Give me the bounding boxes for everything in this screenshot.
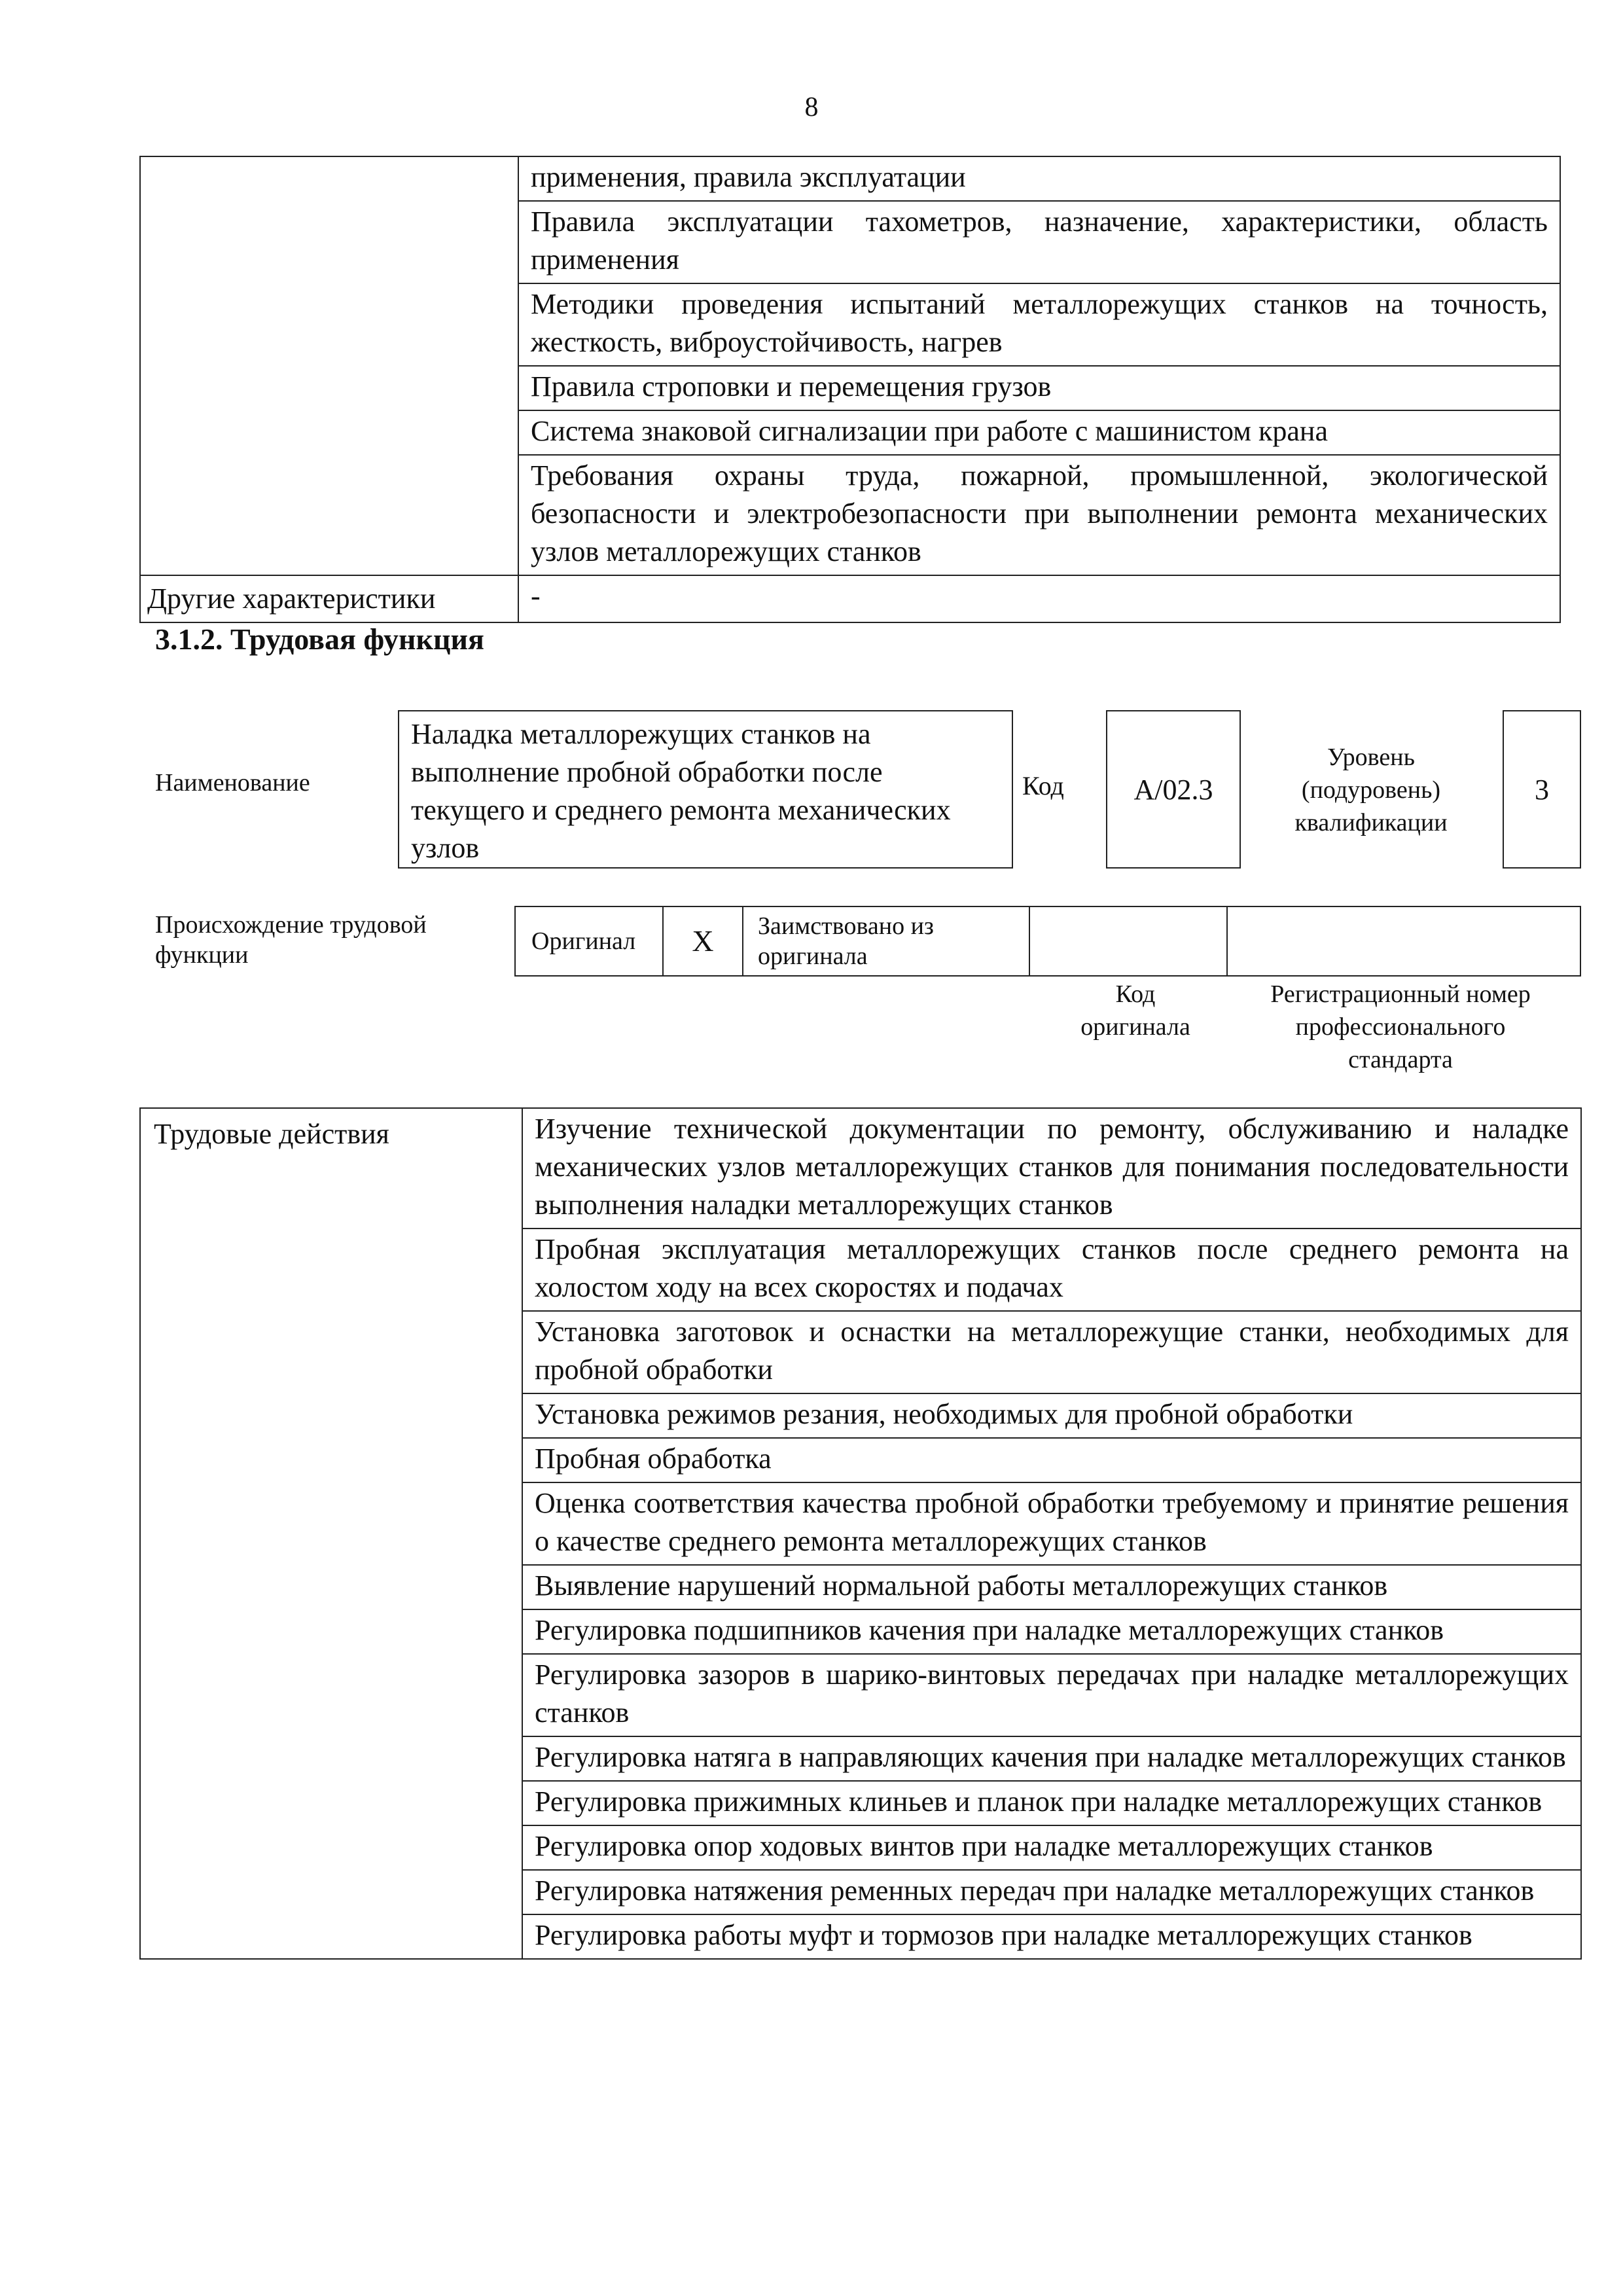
- borrowed-label: Заимствовано из оригинала: [743, 906, 1029, 976]
- caption-line: стандарта: [1348, 1046, 1453, 1073]
- table-cell: Регулировка натяга в направляющих качения при наладке металлорежущих станков: [522, 1736, 1581, 1781]
- table-cell: Оценка соответствия качества пробной обработки требуемому и принятие решения о качестве среднего ремонта металлорежущих станков: [522, 1482, 1581, 1565]
- labor-actions-table: [139, 1107, 1582, 1960]
- qualification-level-box: 3: [1503, 710, 1581, 869]
- table-cell: Установка заготовок и оснастки на металлорежущие станки, необходимых для пробной обработки: [522, 1311, 1581, 1393]
- table-cell: Регулировка зазоров в шарико-винтовых передачах при наладке металлорежущих станков: [522, 1654, 1581, 1736]
- other-characteristics-label: Другие характеристики: [140, 575, 518, 622]
- table-cell: Система знаковой сигнализации при работе с машинистом крана: [518, 410, 1560, 455]
- name-label: Наименование: [155, 769, 310, 797]
- table-cell: Регулировка работы муфт и тормозов при наладке металлорежущих станков: [522, 1914, 1581, 1959]
- table-cell: Методики проведения испытаний металлорежущих станков на точность, жесткость, виброустойчивость, нагрев: [518, 283, 1560, 366]
- level-label-line: Уровень: [1327, 744, 1415, 771]
- function-name-box: Наладка металлорежущих станков на выполнение пробной обработки после текущего и среднего ремонта механических узлов: [398, 710, 1013, 869]
- table-cell: Выявление нарушений нормальной работы металлорежущих станков: [522, 1565, 1581, 1609]
- caption-line: оригинала: [1080, 1013, 1190, 1041]
- table-cell: Пробная обработка: [522, 1438, 1581, 1482]
- level-label-line: квалификации: [1294, 809, 1448, 836]
- other-characteristics-value: -: [518, 575, 1560, 622]
- caption-line: профессионального: [1295, 1013, 1506, 1041]
- knowledge-continuation-table: [139, 156, 1561, 623]
- table-cell: применения, правила эксплуатации: [518, 156, 1560, 201]
- registration-number-caption: [1224, 978, 1577, 1076]
- table-cell: Регулировка опор ходовых винтов при наладке металлорежущих станков: [522, 1825, 1581, 1870]
- table-cell: Регулировка прижимных клиньев и планок при наладке металлорежущих станков: [522, 1781, 1581, 1825]
- table-cell: Требования охраны труда, пожарной, промышленной, экологической безопасности и электробезопасности при выполнении ремонта механических узлов металлорежущих станков: [518, 455, 1560, 575]
- table-cell: Правила строповки и перемещения грузов: [518, 366, 1560, 410]
- table-cell: Установка режимов резания, необходимых для пробной обработки: [522, 1393, 1581, 1438]
- table-cell: Регулировка подшипников качения при наладке металлорежущих станков: [522, 1609, 1581, 1654]
- origin-table: [514, 906, 1581, 977]
- table-cell: Пробная эксплуатация металлорежущих станков после среднего ремонта на холостом ходу на всех скоростях и подачах: [522, 1229, 1581, 1311]
- origin-label: Происхождение трудовой функции: [155, 911, 427, 969]
- original-code-caption: [1037, 978, 1234, 1043]
- caption-line: Регистрационный номер: [1270, 980, 1531, 1008]
- original-mark: X: [663, 906, 743, 976]
- labor-actions-label: Трудовые действия: [140, 1108, 522, 1959]
- section-heading: 3.1.2. Трудовая функция: [155, 622, 484, 656]
- original-code-cell: [1029, 906, 1227, 976]
- code-label: Код: [1022, 771, 1064, 800]
- original-label: Оригинал: [515, 906, 663, 976]
- page-number: 8: [804, 92, 819, 122]
- table-cell: Регулировка натяжения ременных передач при наладке металлорежущих станков: [522, 1870, 1581, 1914]
- registration-number-cell: [1227, 906, 1580, 976]
- qualification-level-label: [1260, 741, 1482, 839]
- caption-line: Код: [1115, 980, 1156, 1008]
- table-cell: Правила эксплуатации тахометров, назначение, характеристики, область применения: [518, 201, 1560, 283]
- table-cell: Изучение технической документации по ремонту, обслуживанию и наладке механических узлов металлорежущих станков для понимания последовательности выполнения наладки металлорежущих станков: [522, 1108, 1581, 1229]
- empty-label-cell: [140, 156, 518, 575]
- level-label-line: (подуровень): [1301, 776, 1441, 804]
- code-value-box: А/02.3: [1106, 710, 1241, 869]
